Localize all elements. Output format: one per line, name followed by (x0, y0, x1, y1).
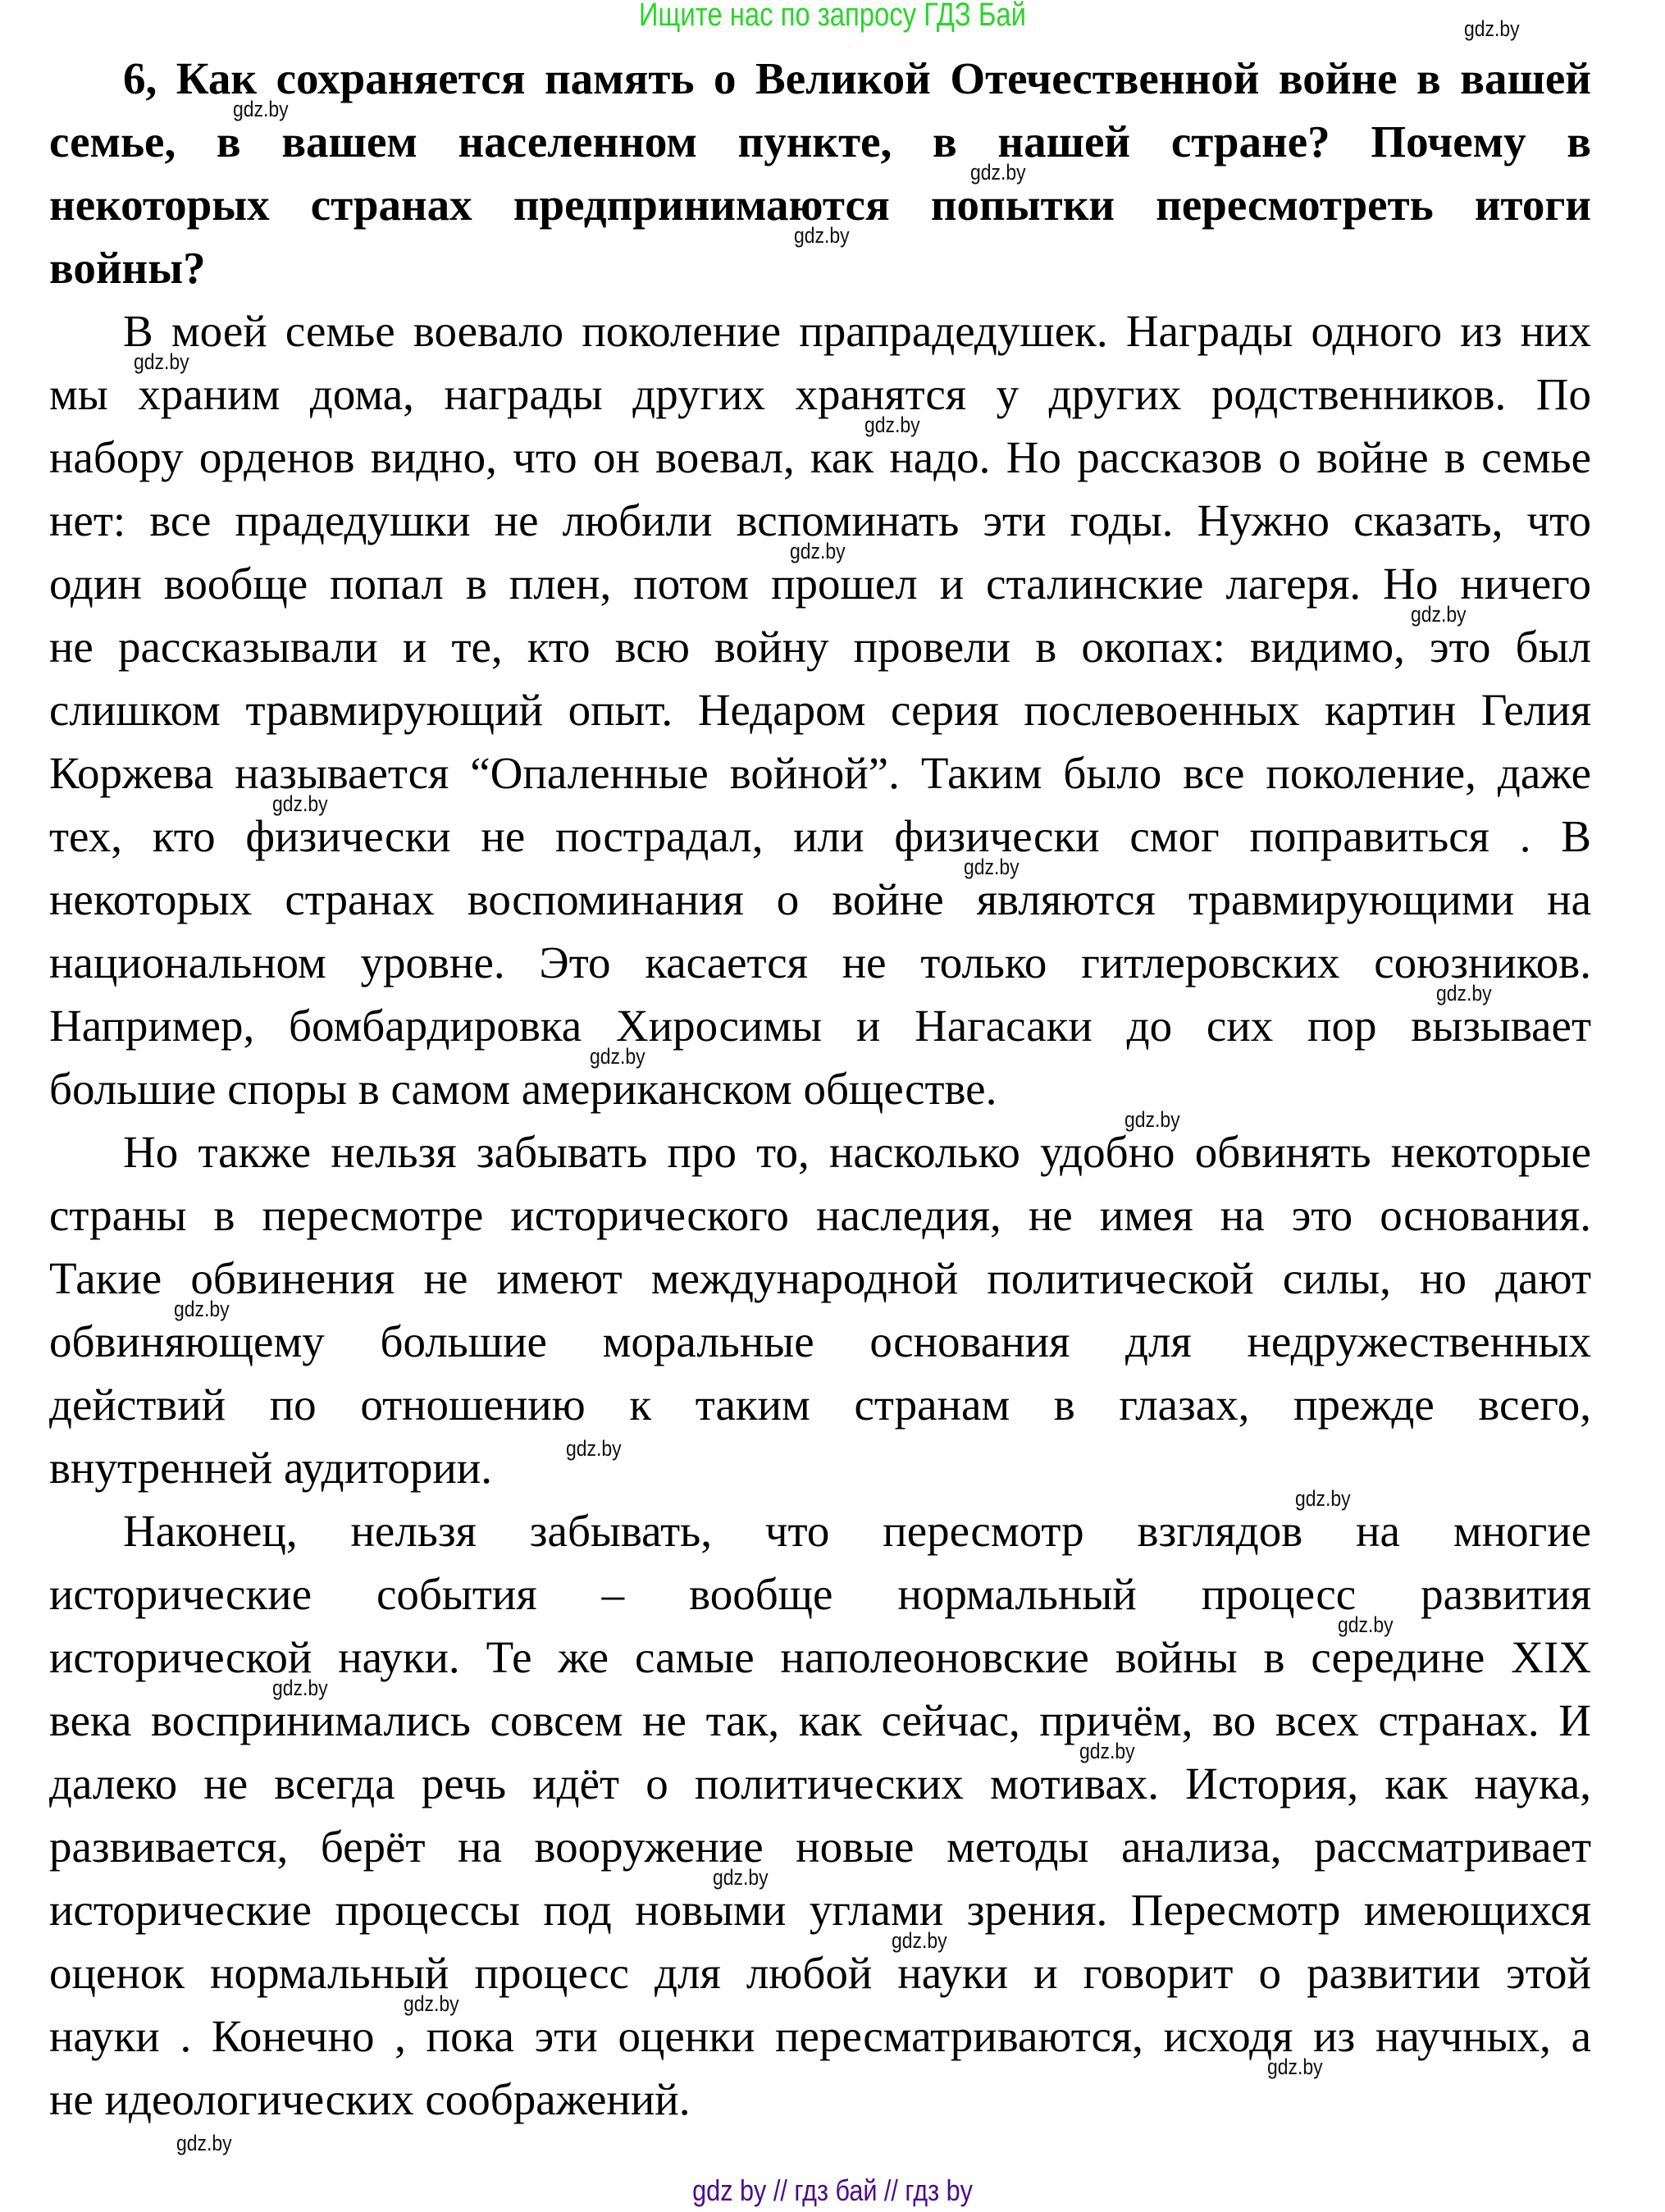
watermark (1338, 1612, 1403, 1638)
watermark (864, 413, 930, 438)
text-line: тех, кто физически не пострадал, или физически смог поправиться . В (49, 811, 1591, 861)
footer-text: gdz by // гдз бай // гдз by (692, 2173, 973, 2207)
text-line: действий по отношению к таким странам в глазах, прежде всего, (49, 1380, 1591, 1430)
text-line: слишком травмирующий опыт. Недаром серия послевоенных картин Гелия (49, 685, 1591, 735)
text-line: века воспринимались совсем не так, как сейчас, причём, во всех странах. И (49, 1695, 1591, 1745)
text-line: Такие обвинения не имеют международной политической силы, но дают (49, 1253, 1591, 1303)
text-line: исторические события – вообще нормальный процесс развития (49, 1569, 1591, 1619)
text-line: оценок нормальный процесс для любой науки и говорит о развитии этой (49, 1948, 1591, 1998)
paragraph (49, 1120, 1591, 1499)
watermark (1295, 1486, 1361, 1512)
watermark (566, 1436, 632, 1462)
watermark-text: gdz.by (1295, 1486, 1351, 1511)
footer-links[interactable] (0, 2173, 1665, 2208)
title-line: некоторых странах предпринимаются попытки пересмотреть итоги (49, 180, 1591, 230)
text-line: страны в пересмотре исторического наследия, не имея на это основания. (49, 1190, 1591, 1240)
text-line: один вообще попал в плен, потом прошел и сталинские лагеря. Но ничего (49, 559, 1591, 609)
watermark-text: gdz.by (566, 1436, 622, 1461)
title-line: семье, в вашем населенном пункте, в нашей стране? Почему в (49, 116, 1591, 166)
paragraph (49, 1499, 1591, 2131)
watermark-text: gdz.by (970, 160, 1026, 185)
question-title (49, 47, 1591, 299)
title-line: 6, Как сохраняется память о Великой Отечественной войне в вашей (123, 53, 1591, 103)
text-line: далеко не всегда речь идёт о политических мотивах. История, как наука, (49, 1758, 1591, 1808)
text-line: Наконец, нельзя забывать, что пересмотр взглядов на многие (123, 1506, 1591, 1556)
watermark (790, 539, 855, 564)
text-line: Например, бомбардировка Хиросимы и Нагасаки до сих пор вызывает (49, 1001, 1591, 1051)
watermark (272, 1676, 338, 1701)
watermark (272, 791, 338, 817)
text-line: развивается, берёт на вооружение новые методы анализа, рассматривает (49, 1822, 1591, 1872)
watermark (1124, 1107, 1190, 1133)
watermark-text: gdz.by (1436, 981, 1492, 1006)
watermark-text: gdz.by (272, 1676, 328, 1700)
watermark-text: gdz.by (134, 349, 189, 374)
watermark-text: gdz.by (404, 1991, 459, 2016)
watermark (964, 855, 1029, 880)
watermark (590, 1044, 655, 1070)
watermark-text: gdz.by (1267, 2055, 1323, 2079)
watermark (233, 97, 299, 122)
watermark-text: gdz.by (1079, 1739, 1135, 1763)
watermark-text: gdz.by (713, 1865, 769, 1890)
title-line: войны? (49, 243, 206, 293)
watermark (794, 223, 860, 249)
watermark-text: gdz.by (790, 539, 846, 563)
document-body (49, 47, 1591, 2131)
watermark-text: gdz.by (1411, 602, 1467, 627)
watermark (713, 1865, 778, 1890)
watermark-text: gdz.by (233, 97, 289, 121)
watermark (1464, 16, 1530, 42)
text-line: некоторых странах воспоминания о войне являются травмирующими на (49, 874, 1591, 924)
text-line: большие споры в самом американском обществе. (49, 1064, 997, 1114)
watermark (970, 160, 1036, 185)
watermark (404, 1991, 469, 2017)
text-line: набору орденов видно, что он воевал, как надо. Но рассказов о войне в семье (49, 432, 1591, 482)
watermark (176, 2131, 242, 2156)
text-line: Но также нельзя забывать про то, насколько удобно обвинять некоторые (123, 1127, 1591, 1177)
watermark-text: gdz.by (174, 1297, 230, 1321)
text-line: исторические процессы под новыми углами зрения. Пересмотр имеющихся (49, 1885, 1591, 1935)
watermark (1411, 602, 1476, 627)
text-line: науки . Конечно , пока эти оценки пересматриваются, исходя из научных, а (49, 2011, 1591, 2061)
watermark-text: gdz.by (1464, 16, 1520, 41)
watermark (892, 1928, 957, 1954)
watermark (1436, 981, 1502, 1006)
text-line: не рассказывали и те, кто всю войну провели в окопах: видимо, это был (49, 622, 1591, 672)
search-banner[interactable] (0, 0, 1665, 34)
text-line: обвиняющему большие моральные основания для недружественных (49, 1316, 1591, 1366)
watermark (174, 1297, 239, 1322)
text-line: нет: все прадедушки не любили вспоминать эти годы. Нужно сказать, что (49, 495, 1591, 545)
text-line: внутренней аудитории. (49, 1443, 492, 1493)
search-banner-text: Ищите нас по запросу ГДЗ Бай (638, 0, 1027, 33)
watermark-text: gdz.by (864, 413, 920, 437)
watermark-text: gdz.by (272, 791, 328, 816)
watermark-text: gdz.by (964, 855, 1020, 879)
answer-text (49, 299, 1591, 2131)
text-line: Коржева называется “Опаленные войной”. Таким было все поколение, даже (49, 748, 1591, 798)
watermark (1267, 2055, 1333, 2080)
watermark-text: gdz.by (1124, 1107, 1180, 1132)
watermark (1079, 1739, 1145, 1764)
text-line: национальном уровне. Это касается не только гитлеровских союзников. (49, 937, 1591, 987)
text-line: мы храним дома, награды других хранятся у других родственников. По (49, 369, 1591, 419)
watermark (134, 349, 199, 375)
text-line: исторической науки. Те же самые наполеоновские войны в середине XIX (49, 1632, 1591, 1682)
watermark-text: gdz.by (1338, 1612, 1394, 1637)
watermark-text: gdz.by (794, 223, 850, 248)
watermark-text: gdz.by (590, 1044, 645, 1069)
watermark-text: gdz.by (176, 2131, 232, 2155)
text-line: В моей семье воевало поколение прапрадедушек. Награды одного из них (123, 306, 1591, 356)
text-line: не идеологических соображений. (49, 2074, 691, 2124)
watermark-text: gdz.by (892, 1928, 947, 1953)
paragraph (49, 299, 1591, 1120)
